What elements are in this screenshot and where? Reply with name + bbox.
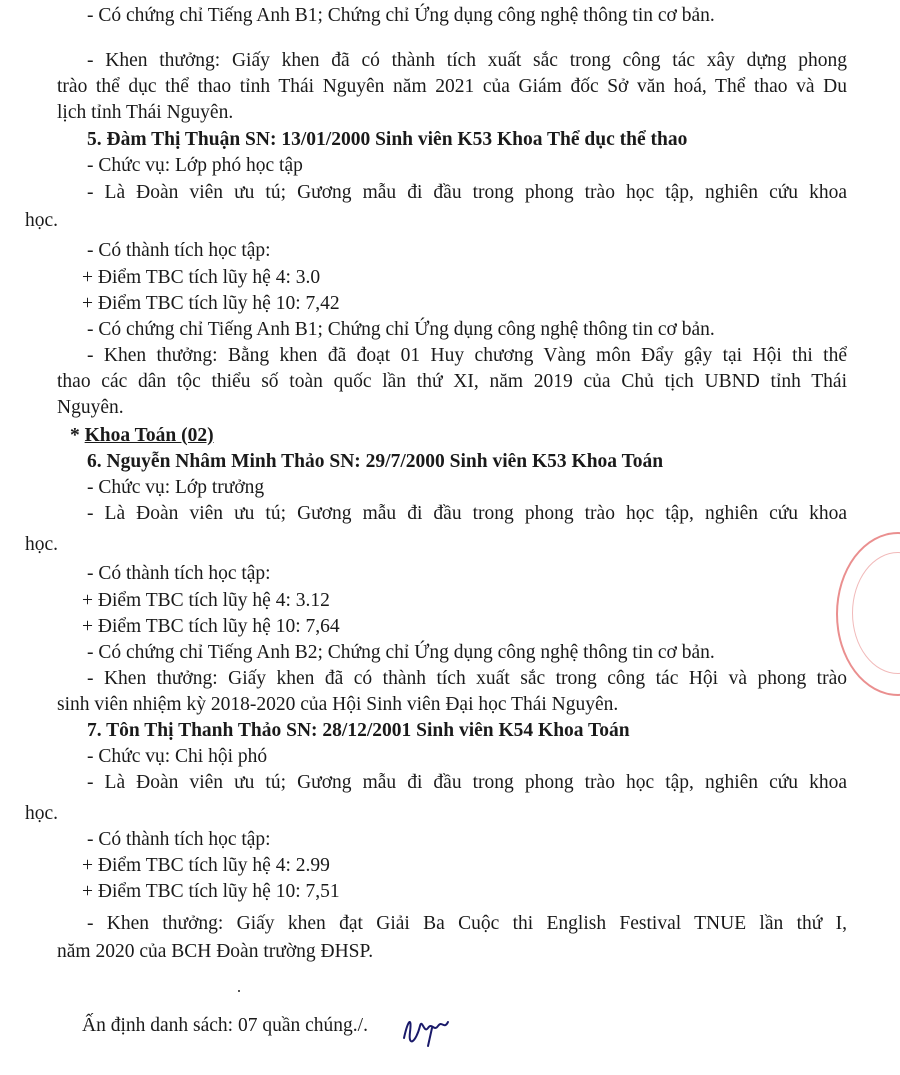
section-heading: 7. Tôn Thị Thanh Thảo SN: 28/12/2001 Sinh viên K54 Khoa Toán: [87, 720, 630, 741]
text-line: - Là Đoàn viên ưu tú; Gương mẫu đi đầu trong phong trào học tập, nghiên cứu khoa: [87, 182, 847, 203]
text-line: - Có thành tích học tập:: [87, 563, 271, 584]
text-line: - Chức vụ: Lớp trưởng: [87, 477, 265, 498]
text-line: - Là Đoàn viên ưu tú; Gương mẫu đi đầu trong phong trào học tập, nghiên cứu khoa: [87, 503, 847, 524]
text-line: năm 2020 của BCH Đoàn trường ĐHSP.: [57, 941, 374, 962]
text-line: - Có thành tích học tập:: [87, 240, 271, 261]
section-heading: 5. Đàm Thị Thuận SN: 13/01/2000 Sinh viên K53 Khoa Thể dục thể thao: [87, 129, 688, 150]
text-line: thao các dân tộc thiểu số toàn quốc lần thứ XI, năm 2019 của Chủ tịch UBND tỉnh Thái: [57, 371, 847, 392]
text-line: lịch tỉnh Thái Nguyên.: [57, 102, 234, 123]
text-line: học.: [25, 534, 59, 555]
text-line: - Chức vụ: Chi hội phó: [87, 746, 268, 767]
text-line: - Khen thưởng: Bằng khen đã đoạt 01 Huy chương Vàng môn Đẩy gậy tại Hội thi thể: [87, 345, 847, 366]
text-line: sinh viên nhiệm kỳ 2018-2020 của Hội Sinh viên Đại học Thái Nguyên.: [57, 694, 619, 715]
text-line: - Có chứng chỉ Tiếng Anh B1; Chứng chỉ Ứng dụng công nghệ thông tin cơ bản.: [87, 5, 715, 26]
text-line: - Là Đoàn viên ưu tú; Gương mẫu đi đầu trong phong trào học tập, nghiên cứu khoa: [87, 772, 847, 793]
text-line: + Điểm TBC tích lũy hệ 10: 7,64: [82, 616, 340, 637]
closing-line: Ấn định danh sách: 07 quần chúng./.: [82, 1015, 368, 1036]
text-line: + Điểm TBC tích lũy hệ 4: 3.12: [82, 590, 330, 611]
signature-scribble: [398, 1008, 458, 1048]
text-line: + Điểm TBC tích lũy hệ 4: 2.99: [82, 855, 330, 876]
faculty-heading: [70, 423, 214, 449]
text-line: Nguyên.: [57, 397, 124, 418]
text-line: - Chức vụ: Lớp phó học tập: [87, 155, 303, 176]
text-line: học.: [25, 210, 59, 231]
faculty-heading-label: Khoa Toán (02): [84, 425, 214, 446]
speck: [238, 990, 240, 992]
heading-bullet: *: [70, 425, 85, 446]
text-line: + Điểm TBC tích lũy hệ 10: 7,42: [82, 293, 340, 314]
text-line: - Có thành tích học tập:: [87, 829, 271, 850]
text-line: trào thể dục thể thao tỉnh Thái Nguyên năm 2021 của Giám đốc Sở văn hoá, Thể thao và Du: [57, 76, 847, 97]
text-line: - Có chứng chỉ Tiếng Anh B1; Chứng chỉ Ứng dụng công nghệ thông tin cơ bản.: [87, 319, 715, 340]
text-line: học.: [25, 803, 59, 824]
text-line: + Điểm TBC tích lũy hệ 4: 3.0: [82, 267, 321, 288]
text-line: - Khen thưởng: Giấy khen đạt Giải Ba Cuộc thi English Festival TNUE lần thứ I,: [87, 913, 847, 934]
text-line: + Điểm TBC tích lũy hệ 10: 7,51: [82, 881, 340, 902]
text-line: - Khen thưởng: Giấy khen đã có thành tích xuất sắc trong công tác Hội và phong trào: [87, 668, 847, 689]
section-heading: 6. Nguyễn Nhâm Minh Thảo SN: 29/7/2000 Sinh viên K53 Khoa Toán: [87, 451, 664, 472]
text-line: - Khen thưởng: Giấy khen đã có thành tích xuất sắc trong công tác xây dựng phong: [87, 50, 847, 71]
text-line: - Có chứng chỉ Tiếng Anh B2; Chứng chỉ Ứng dụng công nghệ thông tin cơ bản.: [87, 642, 715, 663]
